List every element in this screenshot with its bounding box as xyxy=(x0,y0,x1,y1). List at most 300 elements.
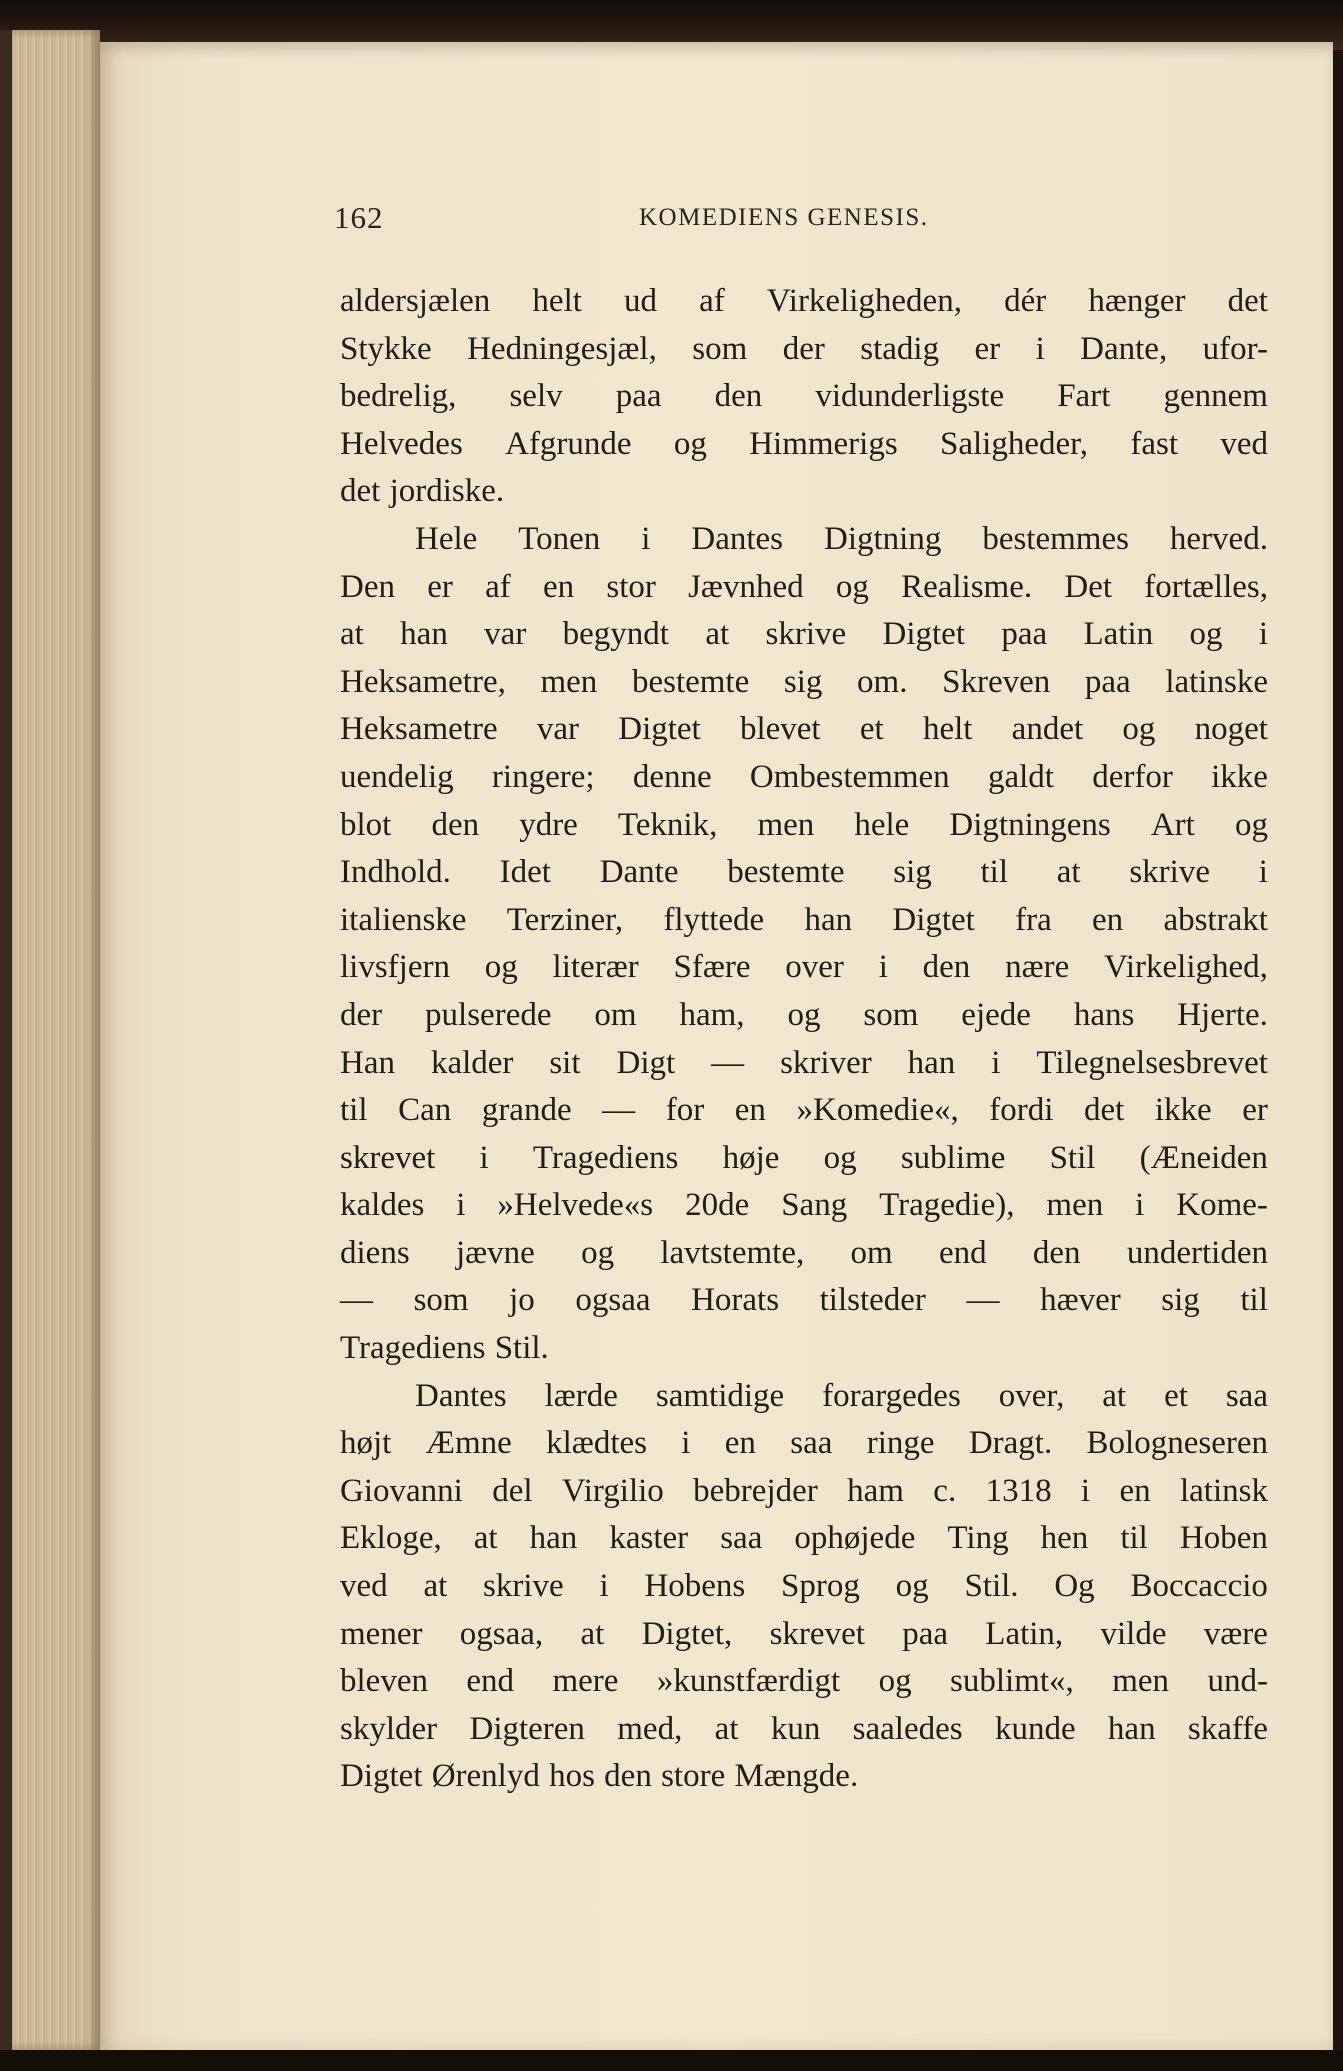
text-line xyxy=(340,1420,1268,1468)
word: sig xyxy=(783,663,823,700)
word: Skreven xyxy=(942,663,1051,700)
text-line xyxy=(340,754,1268,802)
word: men xyxy=(1046,1187,1104,1224)
word: Hjerte. xyxy=(1177,996,1268,1033)
word: nære xyxy=(1005,949,1070,986)
word: sublime xyxy=(900,1139,1006,1176)
word: hos xyxy=(549,1758,595,1795)
word: ejede xyxy=(961,996,1031,1033)
word: ud xyxy=(624,283,658,319)
text-line xyxy=(340,1753,1268,1801)
word: at xyxy=(714,1710,739,1747)
word: Saligheder, xyxy=(940,425,1089,462)
word: Can xyxy=(398,1092,452,1129)
word: der xyxy=(782,330,825,367)
word: bestemmes xyxy=(982,520,1129,557)
word: Hele xyxy=(415,520,478,557)
word: i xyxy=(1135,1187,1145,1224)
word: hans xyxy=(1073,996,1135,1033)
text-line xyxy=(340,1230,1268,1278)
word: herved. xyxy=(1169,520,1268,557)
word: lavtstemte, xyxy=(660,1234,805,1271)
word: i xyxy=(878,949,888,986)
word: Jævnhed xyxy=(688,568,804,605)
word: samtidige xyxy=(655,1377,785,1414)
word: at xyxy=(473,1520,498,1557)
text-line xyxy=(340,421,1268,469)
word: over, xyxy=(998,1377,1065,1414)
word: at xyxy=(1056,854,1081,891)
word: han xyxy=(400,616,448,653)
word: Afgrunde xyxy=(505,425,632,462)
text-line xyxy=(340,468,1268,516)
word: den xyxy=(1032,1234,1081,1271)
word: ved xyxy=(1220,425,1268,462)
word: Tilegnelsesbrevet xyxy=(1036,1044,1268,1081)
word: Virgilio xyxy=(561,1472,664,1509)
word: Virkelighed, xyxy=(1104,949,1268,986)
word: galdt xyxy=(987,758,1054,795)
text-line xyxy=(340,1468,1268,1516)
word: paa xyxy=(1084,663,1131,700)
word: i xyxy=(1258,616,1268,653)
word: Ombestemmen xyxy=(749,758,950,795)
word: klædtes xyxy=(546,1425,647,1462)
text-line xyxy=(340,1087,1268,1135)
word: mere xyxy=(552,1663,619,1700)
word: være xyxy=(1203,1615,1268,1652)
word: skrive xyxy=(483,1568,564,1605)
word: stor xyxy=(606,568,656,605)
word: helt xyxy=(922,711,973,748)
word: Teknik, xyxy=(617,806,718,843)
word: end xyxy=(938,1234,987,1271)
word: han xyxy=(804,901,853,938)
word: fortælles, xyxy=(1144,568,1268,605)
text-line xyxy=(340,373,1268,421)
word: over xyxy=(785,949,844,986)
word: und- xyxy=(1207,1663,1268,1700)
word: saa xyxy=(720,1520,763,1557)
word: kaldes xyxy=(340,1187,425,1224)
word: i xyxy=(599,1568,609,1605)
word: dér xyxy=(1004,283,1047,319)
word: Terziner, xyxy=(506,901,624,938)
word: om. xyxy=(857,663,908,700)
word: ham, xyxy=(679,996,745,1033)
word: — xyxy=(966,1282,1000,1319)
word: diens xyxy=(340,1234,410,1271)
word: Sang xyxy=(781,1187,848,1224)
word: noget xyxy=(1194,711,1268,748)
word: Tragediens xyxy=(532,1139,679,1176)
word: sig xyxy=(893,854,932,891)
word: skaffe xyxy=(1187,1710,1268,1747)
word: Digtning xyxy=(824,520,942,557)
word: Digtet xyxy=(892,901,975,938)
word: Ørenlyd xyxy=(431,1758,540,1795)
word: Heksametre xyxy=(340,711,498,748)
text-line xyxy=(340,706,1268,754)
word: ham xyxy=(847,1472,904,1509)
word: literær xyxy=(552,949,639,986)
word: fordi xyxy=(989,1092,1054,1129)
word: til xyxy=(1240,1282,1268,1319)
word: hænger xyxy=(1088,283,1186,319)
word: det xyxy=(1227,283,1268,319)
word: saa xyxy=(790,1425,833,1462)
word: Idet xyxy=(499,854,551,891)
word: Æmne xyxy=(425,1425,512,1462)
word: mener xyxy=(340,1615,423,1652)
word: Boccaccio xyxy=(1130,1568,1268,1605)
word: bebrejder xyxy=(693,1472,818,1509)
word: 20de xyxy=(685,1187,750,1224)
word: kaster xyxy=(609,1520,689,1557)
word: og xyxy=(1234,806,1268,843)
word: højt xyxy=(340,1425,392,1462)
word: Digtet xyxy=(340,1758,423,1795)
word: ringe xyxy=(866,1425,935,1462)
word: at xyxy=(340,616,364,653)
word: saa xyxy=(1225,1377,1268,1414)
word: at xyxy=(423,1568,448,1605)
word: men xyxy=(1112,1663,1170,1700)
word: Tragediens xyxy=(340,1330,486,1367)
word: ikke xyxy=(1154,1092,1212,1129)
word: ved xyxy=(340,1568,388,1605)
word: blevet xyxy=(739,711,821,748)
word: (Æneiden xyxy=(1139,1139,1268,1176)
word: Det xyxy=(1064,568,1113,605)
word: den xyxy=(431,806,480,843)
word: Hedningesjæl, xyxy=(467,330,657,367)
word: derfor xyxy=(1092,758,1173,795)
word: — xyxy=(711,1044,745,1081)
word: han xyxy=(1107,1710,1156,1747)
text-line xyxy=(340,1706,1268,1754)
word: en xyxy=(1092,901,1124,938)
word: Dantes xyxy=(415,1377,507,1414)
word: Digteren xyxy=(469,1710,585,1747)
word: del xyxy=(492,1472,533,1509)
text-line xyxy=(340,849,1268,897)
word: til xyxy=(980,854,1009,891)
word: med, xyxy=(617,1710,683,1747)
word: skriver xyxy=(780,1044,872,1081)
text-line xyxy=(340,611,1268,659)
text-line xyxy=(340,1325,1268,1373)
page-edges xyxy=(0,30,100,2050)
word: er xyxy=(427,568,453,605)
word: Stil. xyxy=(494,1330,549,1367)
word: ringere; xyxy=(491,758,595,795)
word: af xyxy=(699,283,725,319)
word: Ekloge, xyxy=(340,1520,442,1557)
word: ophøjede xyxy=(794,1520,916,1557)
word: tilsteder xyxy=(819,1282,926,1319)
page-header xyxy=(334,200,1264,244)
word: i xyxy=(479,1139,489,1176)
word: stadig xyxy=(860,330,940,367)
word: Dragt. xyxy=(968,1425,1053,1462)
word: et xyxy=(1164,1377,1188,1414)
word: og xyxy=(878,1663,912,1700)
word: Ting xyxy=(947,1520,1009,1557)
text-line xyxy=(340,1563,1268,1611)
text-line xyxy=(340,278,1268,326)
word: ydre xyxy=(519,806,578,843)
word: Bologneseren xyxy=(1086,1425,1268,1462)
word: Sprog xyxy=(781,1568,860,1605)
word: Dantes xyxy=(691,520,784,557)
word: Digtet xyxy=(882,616,965,653)
word: sig xyxy=(1161,1282,1200,1319)
word: Stil. xyxy=(964,1568,1019,1605)
word: paa xyxy=(902,1615,948,1652)
word: men xyxy=(757,806,815,843)
word: en xyxy=(542,568,575,605)
word: Digtet, xyxy=(641,1615,733,1652)
word: kun xyxy=(770,1710,821,1747)
word: Latin xyxy=(1083,616,1154,653)
word: Indhold. xyxy=(340,854,451,891)
word: »Helvede«s xyxy=(497,1187,654,1224)
word: c. xyxy=(933,1472,957,1509)
word: om xyxy=(594,996,637,1033)
word: høje xyxy=(722,1139,780,1176)
word: et xyxy=(859,711,884,748)
word: den xyxy=(922,949,971,986)
word: er xyxy=(1242,1092,1268,1129)
word: bleven xyxy=(340,1663,428,1700)
word: Stykke xyxy=(340,330,432,367)
word: vilde xyxy=(1100,1615,1167,1652)
text-line xyxy=(340,326,1268,374)
word: den xyxy=(714,378,763,415)
word: ufor- xyxy=(1202,330,1268,367)
body-text xyxy=(340,278,1268,1801)
word: jordiske. xyxy=(389,473,505,510)
word: Heksametre, xyxy=(340,663,506,700)
word: var xyxy=(536,711,579,748)
word: i xyxy=(991,1044,1001,1081)
word: bedrelig, xyxy=(340,378,457,415)
word: italienske xyxy=(340,901,467,938)
word: Dante, xyxy=(1080,330,1168,367)
word: i xyxy=(641,520,651,557)
text-line xyxy=(340,992,1268,1040)
word: skrive xyxy=(1129,854,1210,891)
word: Giovanni xyxy=(340,1472,463,1509)
word: helt xyxy=(532,283,582,319)
word: men xyxy=(540,663,598,700)
word: »Komedie«, xyxy=(796,1092,959,1129)
word: paa xyxy=(1001,616,1048,653)
word: Stil xyxy=(1049,1139,1096,1176)
word: kunde xyxy=(994,1710,1076,1747)
word: og xyxy=(787,996,821,1033)
page-number: 162 xyxy=(334,200,384,235)
word: at xyxy=(1102,1377,1127,1414)
word: Digt xyxy=(616,1044,676,1081)
word: 1318 xyxy=(985,1472,1052,1509)
word: og xyxy=(1122,711,1156,748)
word: latinsk xyxy=(1179,1472,1268,1509)
word: — xyxy=(340,1282,373,1319)
word: — xyxy=(602,1092,636,1129)
word: Horats xyxy=(691,1282,780,1319)
word: sublimt«, xyxy=(950,1663,1074,1700)
word: var xyxy=(484,616,527,653)
word: blot xyxy=(340,806,392,843)
word: Latin, xyxy=(985,1615,1064,1652)
text-line xyxy=(340,659,1268,707)
word: Og xyxy=(1054,1568,1095,1605)
word: Han xyxy=(340,1044,395,1081)
word: om xyxy=(850,1234,893,1271)
text-line xyxy=(340,1658,1268,1706)
word: jo xyxy=(509,1282,535,1319)
word: skylder xyxy=(340,1710,438,1747)
text-line xyxy=(340,1040,1268,1088)
word: flyttede xyxy=(663,901,765,938)
word: skrive xyxy=(765,616,847,653)
word: i xyxy=(1080,1472,1091,1509)
word: ogsaa xyxy=(575,1282,651,1319)
word: den xyxy=(604,1758,652,1795)
word: skrevet xyxy=(340,1139,436,1176)
word: sit xyxy=(549,1044,581,1081)
word: i xyxy=(1035,330,1045,367)
word: lærde xyxy=(544,1377,618,1414)
text-line xyxy=(340,944,1268,992)
word: Hobens xyxy=(644,1568,746,1605)
word: vidunderligste xyxy=(815,378,1005,415)
word: denne xyxy=(632,758,712,795)
word: ogsaa, xyxy=(459,1615,544,1652)
word: og xyxy=(484,949,518,986)
word: til xyxy=(340,1092,368,1129)
word: latinske xyxy=(1165,663,1268,700)
word: skrevet xyxy=(769,1615,865,1652)
text-line xyxy=(340,1611,1268,1659)
word: pulserede xyxy=(425,996,552,1033)
word: fast xyxy=(1130,425,1179,462)
word: og xyxy=(673,425,707,462)
word: aldersjælen xyxy=(340,283,491,319)
word: og xyxy=(581,1234,615,1271)
word: Digtningens xyxy=(949,806,1111,843)
word: end xyxy=(466,1663,515,1700)
word: og xyxy=(823,1139,857,1176)
word: og xyxy=(895,1568,929,1605)
word: for xyxy=(665,1092,705,1129)
word: i xyxy=(681,1425,691,1462)
word: paa xyxy=(615,378,662,415)
word: Art xyxy=(1150,806,1195,843)
word: Hoben xyxy=(1179,1520,1268,1557)
word: Himmerigs xyxy=(749,425,898,462)
word: hæver xyxy=(1040,1282,1121,1319)
word: »kunstfærdigt xyxy=(656,1663,841,1700)
word: uendelig xyxy=(340,758,454,795)
word: forargedes xyxy=(822,1377,961,1414)
word: Digtet xyxy=(618,711,701,748)
text-line xyxy=(340,802,1268,850)
text-line xyxy=(340,1515,1268,1563)
word: Fart xyxy=(1057,378,1111,415)
word: selv xyxy=(509,378,563,415)
word: Sfære xyxy=(673,949,751,986)
word: og xyxy=(1189,616,1223,653)
word: som xyxy=(863,996,919,1033)
word: at xyxy=(705,616,730,653)
word: han xyxy=(907,1044,956,1081)
word: Realisme. xyxy=(901,568,1033,605)
word: gennem xyxy=(1163,378,1268,415)
word: i xyxy=(1258,854,1268,891)
word: det xyxy=(1084,1092,1125,1129)
word: undertiden xyxy=(1126,1234,1268,1271)
word: hele xyxy=(854,806,910,843)
text-line xyxy=(340,1277,1268,1325)
text-line xyxy=(340,897,1268,945)
word: og xyxy=(835,568,869,605)
word: er xyxy=(974,330,1001,367)
running-title: KOMEDIENS GENESIS. xyxy=(639,204,929,231)
word: andet xyxy=(1011,711,1084,748)
text-line xyxy=(340,564,1268,612)
word: livsfjern xyxy=(340,949,450,986)
word: Helvedes xyxy=(340,425,463,462)
word: grande xyxy=(481,1092,572,1129)
word: han xyxy=(529,1520,578,1557)
text-line xyxy=(340,1135,1268,1183)
book-binding-bottom xyxy=(0,2050,1343,2071)
word: store xyxy=(661,1758,726,1795)
word: af xyxy=(485,568,511,605)
word: til xyxy=(1120,1520,1148,1557)
word: der xyxy=(340,996,383,1033)
word: begyndt xyxy=(562,616,669,653)
word: Den xyxy=(340,568,395,605)
word: Virkeligheden, xyxy=(766,283,962,319)
text-line xyxy=(340,1373,1268,1421)
word: abstrakt xyxy=(1163,901,1268,938)
word: jævne xyxy=(455,1234,535,1271)
word: fra xyxy=(1015,901,1052,938)
word: saaledes xyxy=(852,1710,963,1747)
word: som xyxy=(692,330,748,367)
word: i xyxy=(456,1187,466,1224)
word: Dante xyxy=(599,854,679,891)
word: bestemte xyxy=(631,663,750,700)
word: Tragedie), xyxy=(879,1187,1015,1224)
word: Tonen xyxy=(518,520,601,557)
word: Mængde. xyxy=(734,1758,859,1795)
text-line xyxy=(340,516,1268,564)
word: hen xyxy=(1040,1520,1089,1557)
word: at xyxy=(580,1615,605,1652)
word: bestemte xyxy=(727,854,845,891)
word: ikke xyxy=(1211,758,1268,795)
text-line xyxy=(340,1182,1268,1230)
word: kalder xyxy=(430,1044,514,1081)
word: Kome- xyxy=(1176,1187,1268,1224)
word: en xyxy=(724,1425,756,1462)
word: som xyxy=(413,1282,469,1319)
